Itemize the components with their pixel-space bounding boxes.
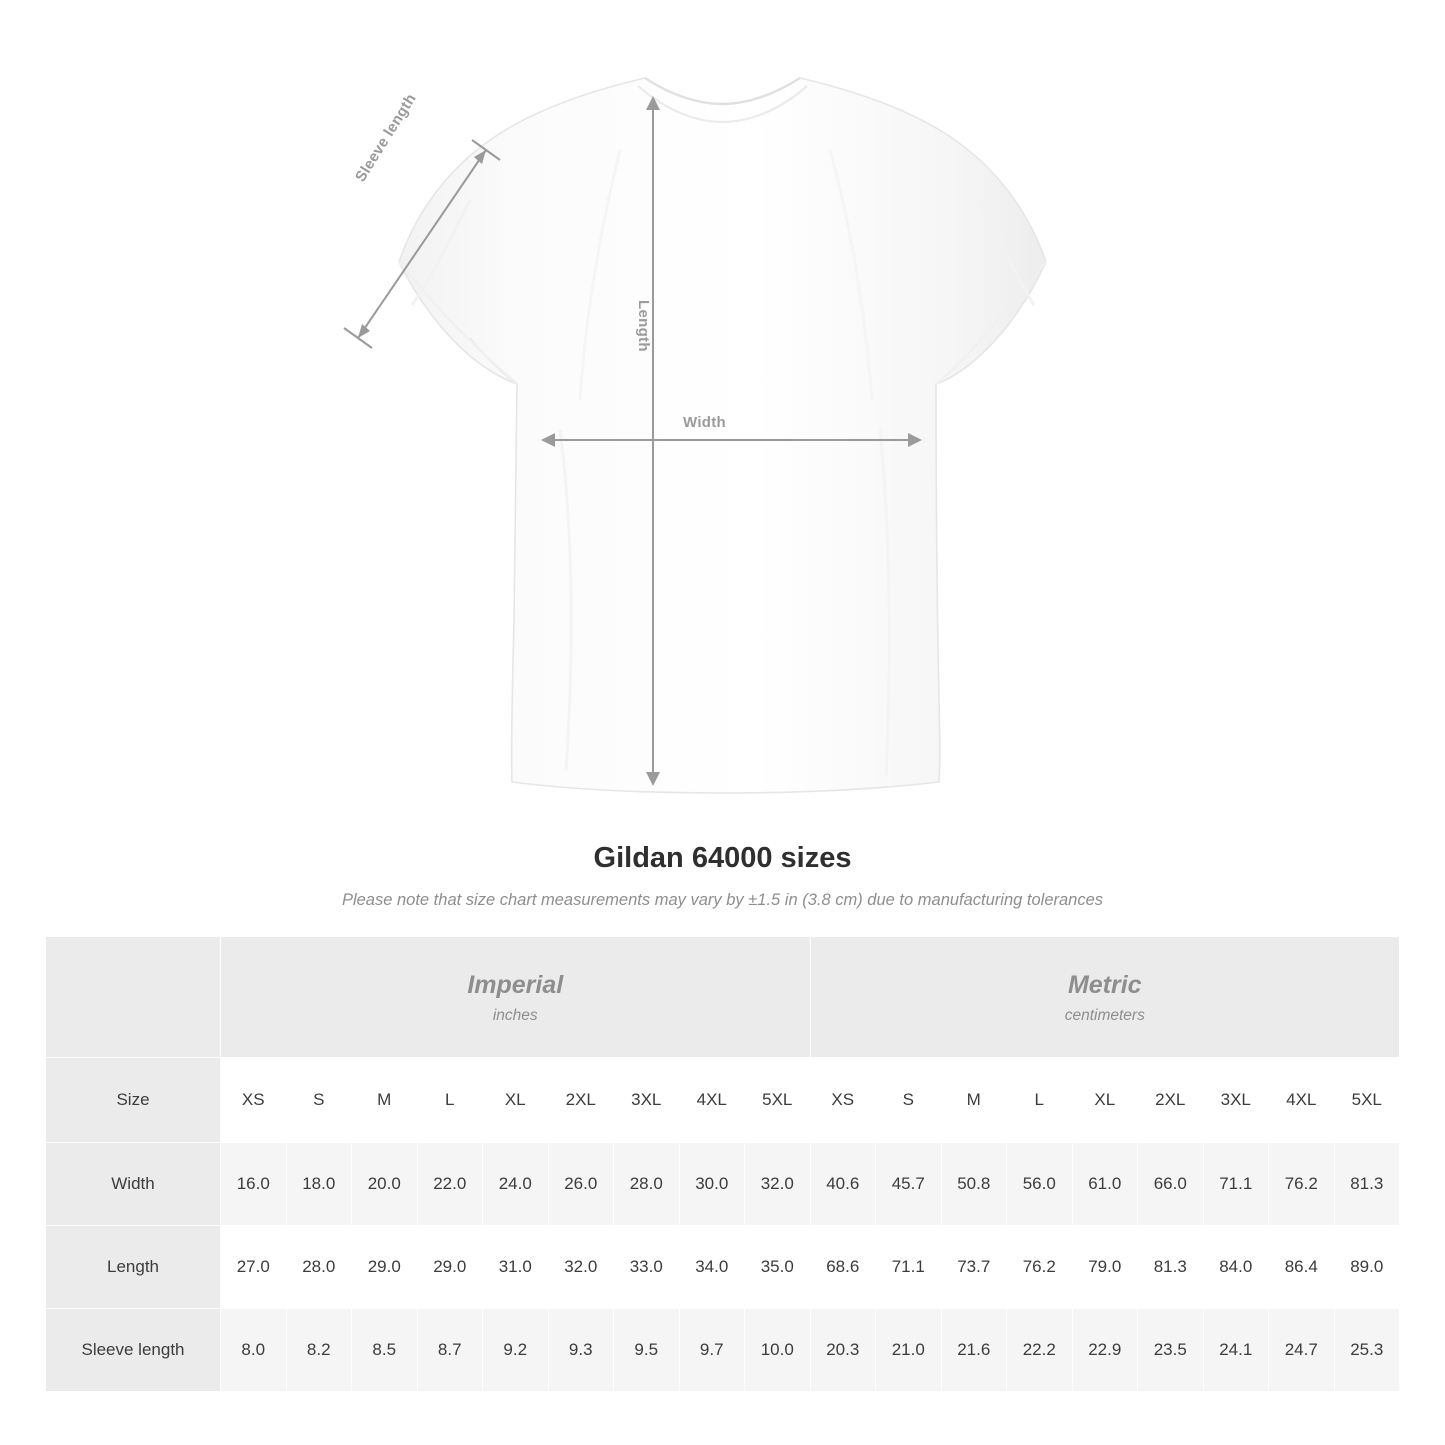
length-value: 68.6: [810, 1226, 876, 1309]
size-table-wrap: [45, 936, 1400, 1392]
width-value: 18.0: [286, 1143, 352, 1226]
width-value: 66.0: [1138, 1143, 1204, 1226]
table-row: [46, 1143, 1400, 1226]
length-value: 29.0: [417, 1226, 483, 1309]
sleeve-length-value: 21.6: [941, 1309, 1007, 1392]
size-header-cell: 5XL: [745, 1058, 811, 1143]
size-header-cell: XL: [483, 1058, 549, 1143]
sleeve-length-value: 9.3: [548, 1309, 614, 1392]
sleeve-length-value: 22.2: [1007, 1309, 1073, 1392]
sleeve-length-label: Sleeve length: [352, 90, 420, 186]
width-value: 45.7: [876, 1143, 942, 1226]
sleeve-length-value: 9.5: [614, 1309, 680, 1392]
size-header-cell: 4XL: [1269, 1058, 1335, 1143]
sleeve-length-value: 9.7: [679, 1309, 745, 1392]
sleeve-length-value: 8.7: [417, 1309, 483, 1392]
sleeve-length-value: 8.2: [286, 1309, 352, 1392]
sleeve-length-value: 24.1: [1203, 1309, 1269, 1392]
length-value: 89.0: [1334, 1226, 1400, 1309]
size-header-cell: 5XL: [1334, 1058, 1400, 1143]
row-label-sleeve-length: Sleeve length: [46, 1309, 221, 1392]
size-header-cell: M: [352, 1058, 418, 1143]
size-header-cell: S: [876, 1058, 942, 1143]
width-value: 50.8: [941, 1143, 1007, 1226]
width-value: 71.1: [1203, 1143, 1269, 1226]
imperial-unit-label: inches: [492, 1006, 538, 1024]
metric-group-header: [810, 937, 1400, 1058]
size-header-cell: XL: [1072, 1058, 1138, 1143]
size-row-label: Size: [46, 1058, 221, 1143]
size-header-cell: 2XL: [1138, 1058, 1204, 1143]
width-value: 61.0: [1072, 1143, 1138, 1226]
width-value: 26.0: [548, 1143, 614, 1226]
width-value: 56.0: [1007, 1143, 1073, 1226]
width-label: Width: [683, 414, 727, 431]
imperial-group-header: [221, 937, 811, 1058]
sleeve-length-value: 22.9: [1072, 1309, 1138, 1392]
length-value: 73.7: [941, 1226, 1007, 1309]
size-table: [45, 936, 1400, 1392]
width-value: 22.0: [417, 1143, 483, 1226]
length-value: 27.0: [221, 1226, 287, 1309]
size-header-cell: 3XL: [1203, 1058, 1269, 1143]
sleeve-length-value: 20.3: [810, 1309, 876, 1392]
size-header-cell: 4XL: [679, 1058, 745, 1143]
length-value: 29.0: [352, 1226, 418, 1309]
size-header-cell: XS: [810, 1058, 876, 1143]
sleeve-length-value: 21.0: [876, 1309, 942, 1392]
page-title: Gildan 64000 sizes: [593, 842, 852, 874]
width-value: 28.0: [614, 1143, 680, 1226]
sleeve-length-value: 8.0: [221, 1309, 287, 1392]
row-label-length: Length: [46, 1226, 221, 1309]
table-corner-cell: [46, 937, 221, 1058]
length-value: 81.3: [1138, 1226, 1204, 1309]
size-header-cell: L: [417, 1058, 483, 1143]
length-value: 31.0: [483, 1226, 549, 1309]
sleeve-length-value: 8.5: [352, 1309, 418, 1392]
width-value: 76.2: [1269, 1143, 1335, 1226]
length-value: 32.0: [548, 1226, 614, 1309]
width-value: 24.0: [483, 1143, 549, 1226]
title-block: [0, 842, 1445, 910]
length-value: 79.0: [1072, 1226, 1138, 1309]
length-value: 34.0: [679, 1226, 745, 1309]
size-header-cell: XS: [221, 1058, 287, 1143]
length-value: 28.0: [286, 1226, 352, 1309]
width-value: 30.0: [679, 1143, 745, 1226]
size-header-row: [46, 1058, 1400, 1143]
width-value: 16.0: [221, 1143, 287, 1226]
size-header-cell: 2XL: [548, 1058, 614, 1143]
imperial-system-label: Imperial: [467, 970, 564, 999]
length-value: 86.4: [1269, 1226, 1335, 1309]
length-label: Length: [635, 300, 652, 352]
metric-unit-label: centimeters: [1064, 1006, 1145, 1024]
width-value: 20.0: [352, 1143, 418, 1226]
length-value: 35.0: [745, 1226, 811, 1309]
sleeve-length-value: 10.0: [745, 1309, 811, 1392]
size-header-cell: 3XL: [614, 1058, 680, 1143]
sleeve-length-value: 23.5: [1138, 1309, 1204, 1392]
unit-header-row: [46, 937, 1400, 1058]
metric-system-label: Metric: [1067, 970, 1142, 999]
size-header-cell: M: [941, 1058, 1007, 1143]
length-value: 76.2: [1007, 1226, 1073, 1309]
sleeve-length-value: 25.3: [1334, 1309, 1400, 1392]
length-value: 71.1: [876, 1226, 942, 1309]
size-header-cell: L: [1007, 1058, 1073, 1143]
row-label-width: Width: [46, 1143, 221, 1226]
size-header-cell: S: [286, 1058, 352, 1143]
table-row: [46, 1226, 1400, 1309]
length-value: 84.0: [1203, 1226, 1269, 1309]
tolerance-note: Please note that size chart measurements may vary by ±1.5 in (3.8 cm) due to manufacturing tolerances: [341, 891, 1104, 909]
length-value: 33.0: [614, 1226, 680, 1309]
sleeve-length-value: 9.2: [483, 1309, 549, 1392]
table-row: [46, 1309, 1400, 1392]
width-value: 40.6: [810, 1143, 876, 1226]
sleeve-length-value: 24.7: [1269, 1309, 1335, 1392]
width-value: 32.0: [745, 1143, 811, 1226]
width-value: 81.3: [1334, 1143, 1400, 1226]
